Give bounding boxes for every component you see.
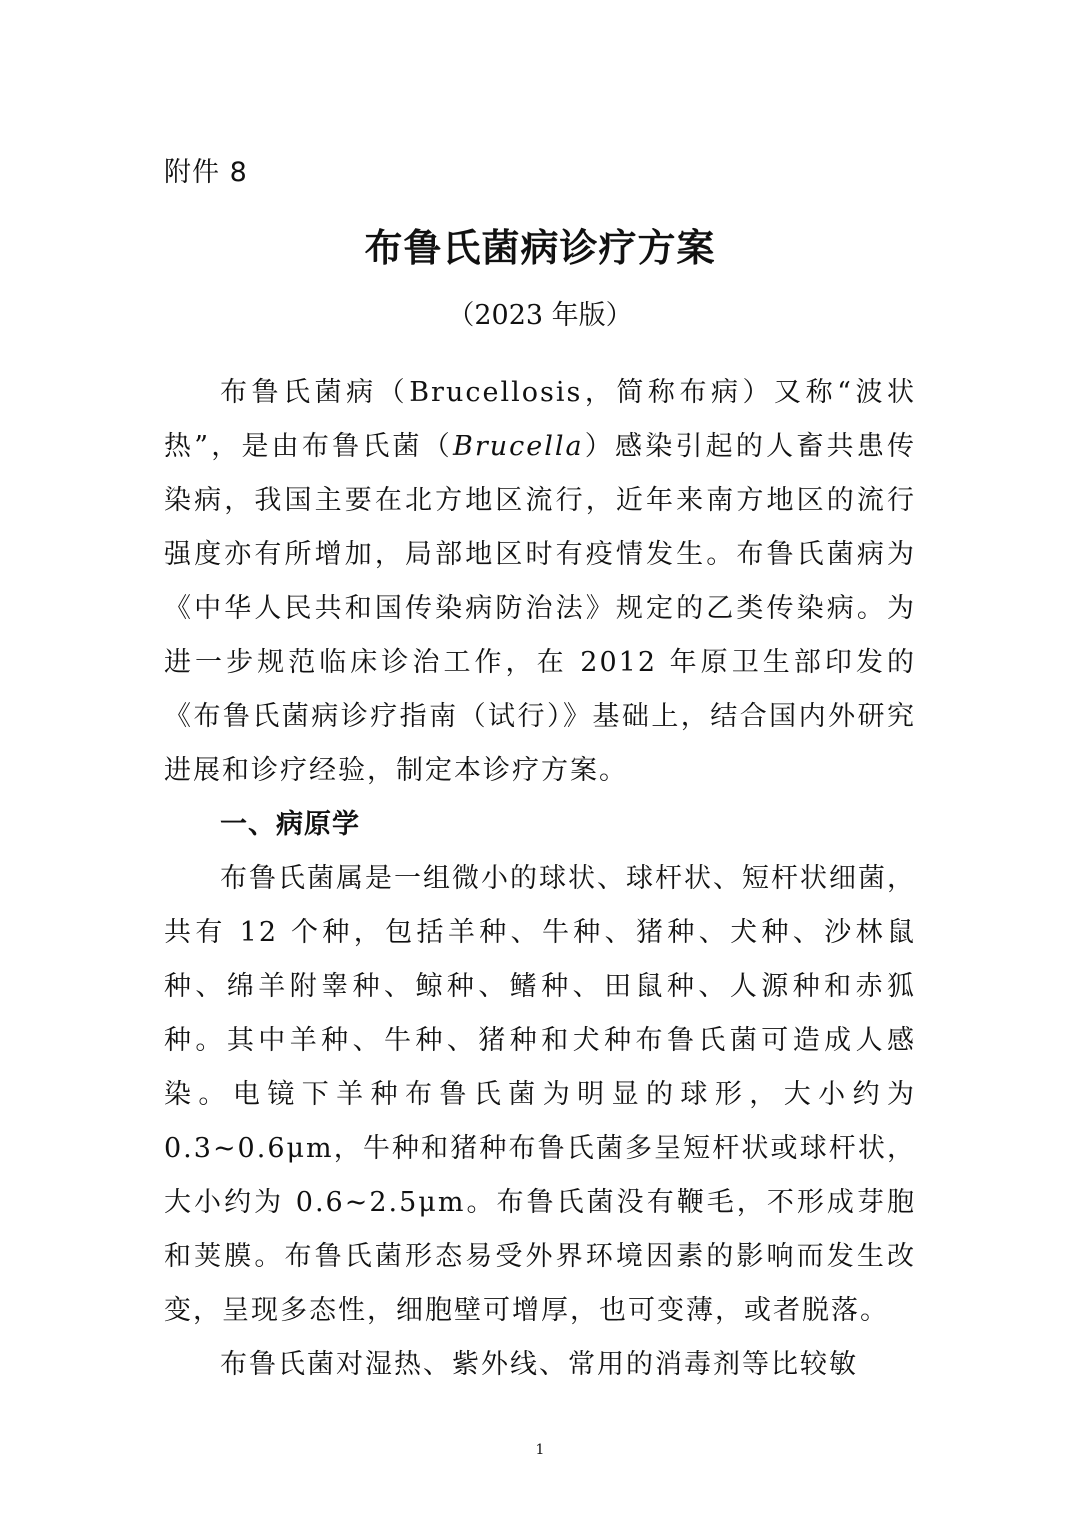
sensitivity-paragraph: 布鲁氏菌对湿热、紫外线、常用的消毒剂等比较敏 — [220, 1349, 858, 1380]
document-body — [164, 366, 916, 1392]
intro-text-start: 布鲁氏菌病（Brucellosis，简称布病）又称“波状热”，是由布鲁氏菌（ — [164, 377, 916, 462]
intro-italic-term: Brucella — [452, 431, 584, 462]
intro-paragraph — [164, 366, 916, 798]
document-title: 布鲁氏菌病诊疗方案 — [364, 226, 716, 270]
section-heading: 一、病原学 — [220, 809, 360, 840]
pathogen-paragraph: 布鲁氏菌属是一组微小的球状、球杆状、短杆状细菌，共有 12 个种，包括羊种、牛种、猪种、犬种、沙林鼠种、绵羊附睾种、鲸种、鳍种、田鼠种、人源种和赤狐种。其中羊种、牛种、猪种和犬种布鲁氏菌可造成人感染。电镜下羊种布鲁氏菌为明显的球形，大小约为 0.3~0.6μm，牛种和猪种布鲁氏菌多呈短杆状或球杆状，大小约为 0.6~2.5μm。布鲁氏菌没有鞭毛，不形成芽胞和荚膜。布鲁氏菌形态易受外界环境因素的影响而发生改变，呈现多态性，细胞壁可增厚，也可变薄，或者脱落。 — [164, 863, 916, 1326]
intro-text-end: ）感染引起的人畜共患传染病，我国主要在北方地区流行，近年来南方地区的流行强度亦有所增加，局部地区时有疫情发生。布鲁氏菌病为《中华人民共和国传染病防治法》规定的乙类传染病。为进一步规范临床诊治工作，在 2012 年原卫生部印发的《布鲁氏菌病诊疗指南（试行）》基础上，结合国内外研究进展和诊疗经验，制定本诊疗方案。 — [164, 431, 916, 786]
page-number: 1 — [535, 1442, 545, 1458]
attachment-label: 附件 8 — [164, 157, 248, 188]
edition-label: （2023 年版） — [447, 300, 633, 331]
